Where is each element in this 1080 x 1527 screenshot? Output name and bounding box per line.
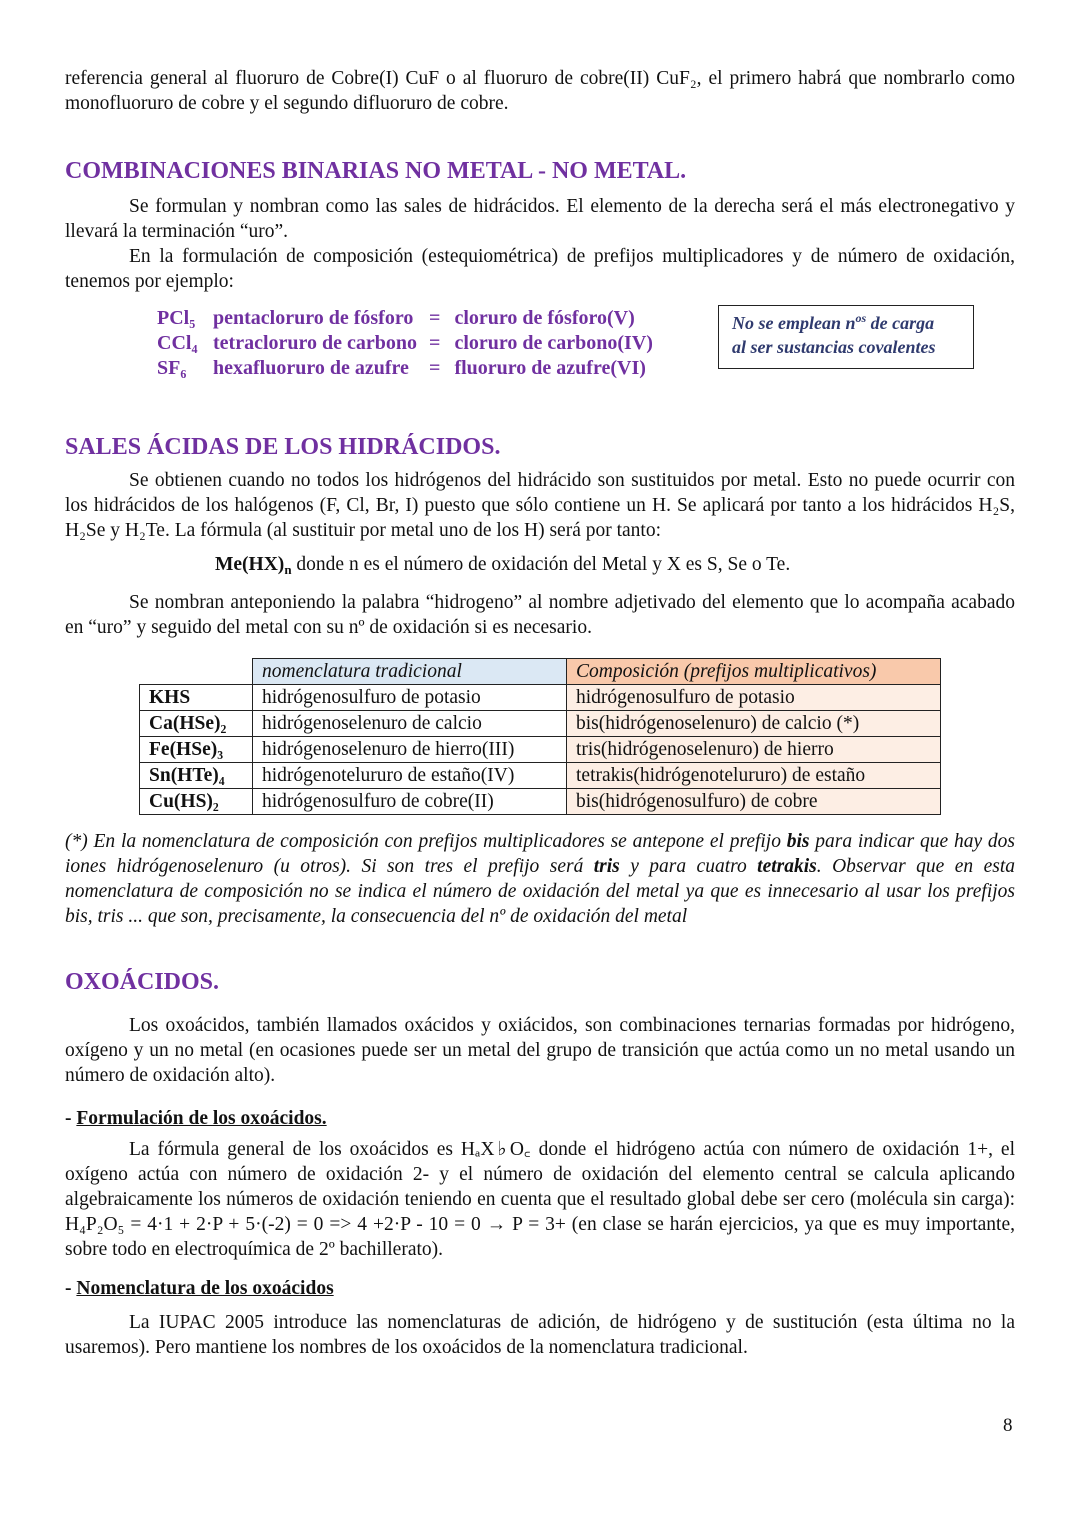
cell-traditional: hidrógenoselenuro de hierro(III) [253, 737, 567, 763]
example-alt-name: cloruro de carbono(IV) [454, 332, 653, 354]
table-row [140, 685, 941, 711]
example-formula: CCl₄ [157, 332, 198, 354]
formula-subscript: n [284, 562, 292, 577]
cell-composition: bis(hidrógenoselenuro) de calcio (*) [567, 711, 941, 737]
footnote-bold-tetrakis: tetrakis [757, 856, 817, 877]
cell-traditional: hidrógenosulfuro de potasio [253, 685, 567, 711]
section-title-sales-acidas: SALES ÁCIDAS DE LOS HIDRÁCIDOS. [65, 434, 501, 460]
sales-paragraph-1: Se obtienen cuando no todos los hidrógenos del hidrácido son sustituidos por metal. Esto no puede ocurrir con los hidrácidos de los halógenos (F, Cl, Br, I) puesto que sólo contiene un H. Se aplicará por tanto a los hidrácidos H₂S, H₂Se y H₂Te. La fórmula (al sustituir por metal uno de los H) será por tanto: [65, 470, 1015, 541]
cell-composition: tris(hidrógenoselenuro) de hierro [567, 737, 941, 763]
formula-description: donde n es el número de oxidación del Metal y X es S, Se o Te. [296, 554, 791, 575]
section-title-binarias: COMBINACIONES BINARIAS NO METAL - NO METAL. [65, 158, 687, 184]
example-formula: SF₆ [157, 357, 187, 379]
cell-formula: KHS [140, 685, 253, 711]
footnote-bold-tris: tris [593, 856, 620, 877]
footnote-part: . Observar que en esta nomenclatura de composición no se indica el número de oxidación del metal ya que es innecesario al usar los prefijos bis, tris ... que son, precisamente, la consecuencia del nº de oxidación del metal [65, 856, 1015, 927]
subheading-formulacion: - Formulación de los oxoácidos. [65, 1108, 327, 1129]
general-formula [65, 552, 1015, 577]
cell-traditional: hidrógenoselenuro de calcio [253, 711, 567, 737]
cell-traditional: hidrógenotelururo de estaño(IV) [253, 763, 567, 789]
table-row [140, 711, 941, 737]
cell-formula: Ca(HSe)₂ [140, 711, 253, 737]
cell-composition: tetrakis(hidrógenotelururo) de estaño [567, 763, 941, 789]
subheading-nomenclatura: - Nomenclatura de los oxoácidos [65, 1278, 334, 1299]
note-line-1-sup: os [855, 311, 867, 325]
oxoacidos-paragraph-2: La fórmula general de los oxoácidos es HₐX♭O꜀ donde el hidrógeno actúa con número de oxidación 1+, el oxígeno actúa con número de oxidación 2- y el número de oxidación del elemento central se calcula aplicando algebraicamente los números de oxidación teniendo en cuenta que el resultado global debe ser cero (molécula sin carga): H₄P₂O₅ = 4·1 + 2·P + 5·(-2) = 0 => 4 +2·P - 10 = 0 → P = 3+ (en clase se harán ejercicios, ya que es muy importante, sobre todo en electroquímica de 2º bachillerato). [65, 1139, 1015, 1260]
examples-block [65, 304, 1015, 382]
footnote-part: (*) En la nomenclatura de composición con prefijos multiplicadores se antepone el prefijo [65, 831, 787, 852]
subheading-formulacion-text: Formulación de los oxoácidos. [76, 1108, 327, 1129]
note-line-2: al ser sustancias covalentes [732, 337, 936, 357]
example-equals: = [429, 307, 441, 329]
subheading-nomenclatura-text: Nomenclatura de los oxoácidos [76, 1278, 334, 1299]
example-name: hexafluoruro de azufre [213, 357, 409, 379]
oxoacidos-paragraph-3: La IUPAC 2005 introduce las nomenclaturas de adición, de hidrógeno y de sustitución (esta última no la usaremos). Pero mantiene los nombres de los oxoácidos de la nomenclatura tradicional. [65, 1312, 1015, 1358]
sales-paragraph-2: Se nombran anteponiendo la palabra “hidrogeno” al nombre adjetivado del elemento que lo acompaña acabado en “uro” y seguido del metal con su nº de oxidación si es necesario. [65, 592, 1015, 638]
footnote-bold-bis: bis [786, 831, 810, 852]
example-name: tetracloruro de carbono [213, 332, 418, 354]
example-formula: PCl₅ [157, 307, 196, 329]
prefix-footnote [65, 829, 1015, 929]
footnote-part: para indicar que hay dos iones hidrógenoselenuro (u otros). Si son tres el prefijo será [65, 831, 1015, 877]
covalent-note-box [718, 305, 974, 369]
example-row [157, 356, 657, 381]
binarias-paragraph-1: Se formulan y nombran como las sales de hidrácidos. El elemento de la derecha será el más electronegativo y llevará la terminación “uro”. [65, 196, 1015, 242]
cell-traditional: hidrógenosulfuro de cobre(II) [253, 789, 567, 815]
cell-formula: Cu(HS)₂ [140, 789, 253, 815]
table-row [140, 763, 941, 789]
footnote-part: y para cuatro [619, 856, 758, 877]
table-row [140, 789, 941, 815]
cell-formula: Sn(HTe)₄ [140, 763, 253, 789]
formula-main: Me(HX) [215, 554, 285, 575]
note-line-1-end: de carga [866, 313, 935, 333]
section-title-oxoacidos: OXOÁCIDOS. [65, 969, 220, 995]
example-row [157, 306, 657, 331]
header-composition: Composición (prefijos multiplicativos) [567, 659, 941, 685]
cell-composition: bis(hidrógenosulfuro) de cobre [567, 789, 941, 815]
table-row [140, 737, 941, 763]
page-content [65, 64, 1015, 1360]
example-equals: = [429, 332, 441, 354]
cell-composition: hidrógenosulfuro de potasio [567, 685, 941, 711]
binarias-paragraph-2: En la formulación de composición (estequiométrica) de prefijos multiplicadores y de número de oxidación, tenemos por ejemplo: [65, 246, 1015, 292]
intro-paragraph: referencia general al fluoruro de Cobre(I) CuF o al fluoruro de cobre(II) CuF₂, el primero habrá que nombrarlo como monofluoruro de cobre y el segundo difluoruro de cobre. [65, 68, 1015, 114]
example-alt-name: cloruro de fósforo(V) [454, 307, 635, 329]
example-equals: = [429, 357, 441, 379]
page-number: 8 [1003, 1415, 1013, 1436]
header-empty [140, 659, 253, 685]
example-alt-name: fluoruro de azufre(VI) [454, 357, 646, 379]
salts-table-header [140, 659, 941, 685]
example-name: pentacloruro de fósforo [213, 307, 414, 329]
note-line-1-text: No se emplean n [732, 313, 856, 333]
oxoacidos-paragraph-1: Los oxoácidos, también llamados oxácidos y oxiácidos, son combinaciones ternarias formadas por hidrógeno, oxígeno y un no metal (en ocasiones puede ser un metal del grupo de transición que actúa como un no metal usando un número de oxidación alto). [65, 1015, 1015, 1086]
salts-table [139, 658, 941, 815]
header-traditional: nomenclatura tradicional [253, 659, 567, 685]
cell-formula: Fe(HSe)₃ [140, 737, 253, 763]
note-line-1 [732, 311, 973, 335]
example-row [157, 331, 657, 356]
examples-table [157, 306, 657, 381]
